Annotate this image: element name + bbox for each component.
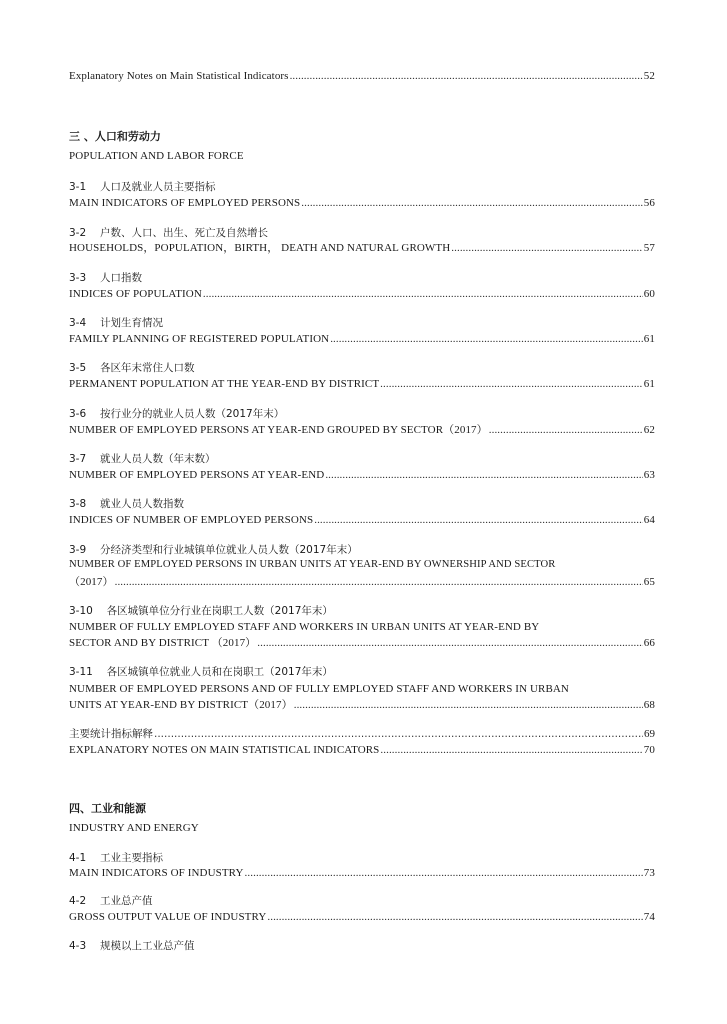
dot-leader bbox=[451, 241, 643, 255]
toc-entry[interactable] bbox=[69, 241, 655, 255]
page-number: 70 bbox=[643, 744, 655, 756]
section-heading-en: INDUSTRY AND ENERGY bbox=[69, 822, 199, 834]
page-number: 62 bbox=[643, 424, 655, 436]
table-title-cn: 3-5 各区年末常住人口数 bbox=[69, 362, 195, 374]
page-number: 60 bbox=[643, 288, 655, 300]
entry-title-line: NUMBER OF EMPLOYED PERSONS IN URBAN UNITS AT YEAR-END BY OWNERSHIP AND SECTOR bbox=[69, 559, 556, 570]
section-heading-en: POPULATION AND LABOR FORCE bbox=[69, 150, 244, 162]
toc-entry[interactable] bbox=[69, 196, 655, 210]
dot-leader bbox=[380, 377, 643, 391]
page-number: 69 bbox=[644, 728, 655, 740]
toc-entry[interactable] bbox=[69, 69, 655, 83]
entry-title: GROSS OUTPUT VALUE OF INDUSTRY bbox=[69, 911, 267, 923]
page-number: 52 bbox=[643, 70, 655, 82]
table-title-cn: 4-2 工业总产值 bbox=[69, 895, 153, 907]
table-title-cn: 3-9 分经济类型和行业城镇单位就业人员人数（2017年末） bbox=[69, 544, 358, 556]
table-title-cn: 3-2 户数、人口、出生、死亡及自然增长 bbox=[69, 227, 268, 239]
table-title-cn: 3-3 人口指数 bbox=[69, 272, 142, 284]
dot-leader bbox=[203, 287, 643, 301]
toc-entry[interactable] bbox=[69, 727, 655, 741]
page-number: 66 bbox=[643, 637, 655, 649]
entry-title: INDICES OF NUMBER OF EMPLOYED PERSONS bbox=[69, 514, 314, 526]
entry-title-line: NUMBER OF EMPLOYED PERSONS AND OF FULLY EMPLOYED STAFF AND WORKERS IN URBAN bbox=[69, 683, 569, 695]
page-number: 68 bbox=[643, 699, 655, 711]
dot-leader bbox=[154, 727, 643, 741]
entry-title: NUMBER OF EMPLOYED PERSONS AT YEAR-END bbox=[69, 469, 325, 481]
toc-entry[interactable] bbox=[69, 423, 655, 437]
entry-title: FAMILY PLANNING OF REGISTERED POPULATION bbox=[69, 333, 330, 345]
dot-leader bbox=[267, 910, 642, 924]
table-title-cn: 3-7 就业人员人数（年末数） bbox=[69, 453, 216, 465]
entry-title: MAIN INDICATORS OF INDUSTRY bbox=[69, 867, 244, 879]
dot-leader bbox=[330, 332, 643, 346]
table-title-cn: 3-6 按行业分的就业人员人数（2017年末） bbox=[69, 408, 285, 420]
entry-title: UNITS AT YEAR-END BY DISTRICT（2017） bbox=[69, 699, 293, 711]
table-title-cn: 4-3 规模以上工业总产值 bbox=[69, 940, 195, 952]
dot-leader bbox=[314, 513, 643, 527]
dot-leader bbox=[489, 423, 643, 437]
page-number: 61 bbox=[643, 333, 655, 345]
page-number: 73 bbox=[643, 867, 655, 879]
entry-title: EXPLANATORY NOTES ON MAIN STATISTICAL INDICATORS bbox=[69, 744, 380, 756]
toc-entry[interactable] bbox=[69, 636, 655, 650]
entry-title: PERMANENT POPULATION AT THE YEAR-END BY DISTRICT bbox=[69, 378, 380, 390]
page-number: 74 bbox=[643, 911, 655, 923]
dot-leader bbox=[380, 743, 642, 757]
page-number: 63 bbox=[643, 469, 655, 481]
page-number: 64 bbox=[643, 514, 655, 526]
toc-entry[interactable] bbox=[69, 513, 655, 527]
dot-leader bbox=[245, 866, 643, 880]
table-title-cn: 4-1 工业主要指标 bbox=[69, 852, 163, 864]
entry-title: Explanatory Notes on Main Statistical Indicators bbox=[69, 70, 289, 82]
table-title-cn: 3-1 人口及就业人员主要指标 bbox=[69, 181, 216, 193]
entry-title: SECTOR AND BY DISTRICT （2017） bbox=[69, 637, 257, 649]
dot-leader bbox=[290, 69, 643, 83]
dot-leader bbox=[325, 468, 642, 482]
page-number: 61 bbox=[643, 378, 655, 390]
table-title-cn: 3-4 计划生育情况 bbox=[69, 317, 163, 329]
dot-leader bbox=[257, 636, 643, 650]
toc-entry[interactable] bbox=[69, 287, 655, 301]
entry-title: 主要统计指标解释 bbox=[69, 728, 153, 740]
entry-title: NUMBER OF EMPLOYED PERSONS AT YEAR-END GROUPED BY SECTOR（2017） bbox=[69, 424, 488, 436]
dot-leader bbox=[301, 196, 643, 210]
toc-entry[interactable] bbox=[69, 698, 655, 712]
entry-title-line: NUMBER OF FULLY EMPLOYED STAFF AND WORKERS IN URBAN UNITS AT YEAR-END BY bbox=[69, 621, 540, 633]
page-number: 65 bbox=[643, 576, 655, 588]
dot-leader bbox=[115, 575, 643, 589]
entry-title: INDICES OF POPULATION bbox=[69, 288, 202, 300]
entry-title: MAIN INDICATORS OF EMPLOYED PERSONS bbox=[69, 197, 301, 209]
toc-entry[interactable] bbox=[69, 332, 655, 346]
page-number: 57 bbox=[643, 242, 655, 254]
entry-title: HOUSEHOLDS，POPULATION，BIRTH， DEATH AND NATURAL GROWTH bbox=[69, 242, 451, 254]
page-number: 56 bbox=[643, 197, 655, 209]
toc-entry[interactable] bbox=[69, 910, 655, 924]
entry-title: （2017） bbox=[69, 576, 114, 588]
table-title-cn: 3-8 就业人员人数指数 bbox=[69, 498, 184, 510]
toc-entry[interactable] bbox=[69, 468, 655, 482]
toc-entry[interactable] bbox=[69, 377, 655, 391]
toc-entry[interactable] bbox=[69, 866, 655, 880]
section-heading-cn: 三 、人口和劳动力 bbox=[69, 130, 161, 143]
section-heading-cn: 四、工业和能源 bbox=[69, 802, 146, 815]
dot-leader bbox=[294, 698, 643, 712]
table-title-cn: 3-10 各区城镇单位分行业在岗职工人数（2017年末） bbox=[69, 605, 333, 617]
toc-entry[interactable] bbox=[69, 743, 655, 757]
table-title-cn: 3-11 各区城镇单位就业人员和在岗职工（2017年末） bbox=[69, 666, 333, 678]
toc-entry[interactable] bbox=[69, 575, 655, 589]
